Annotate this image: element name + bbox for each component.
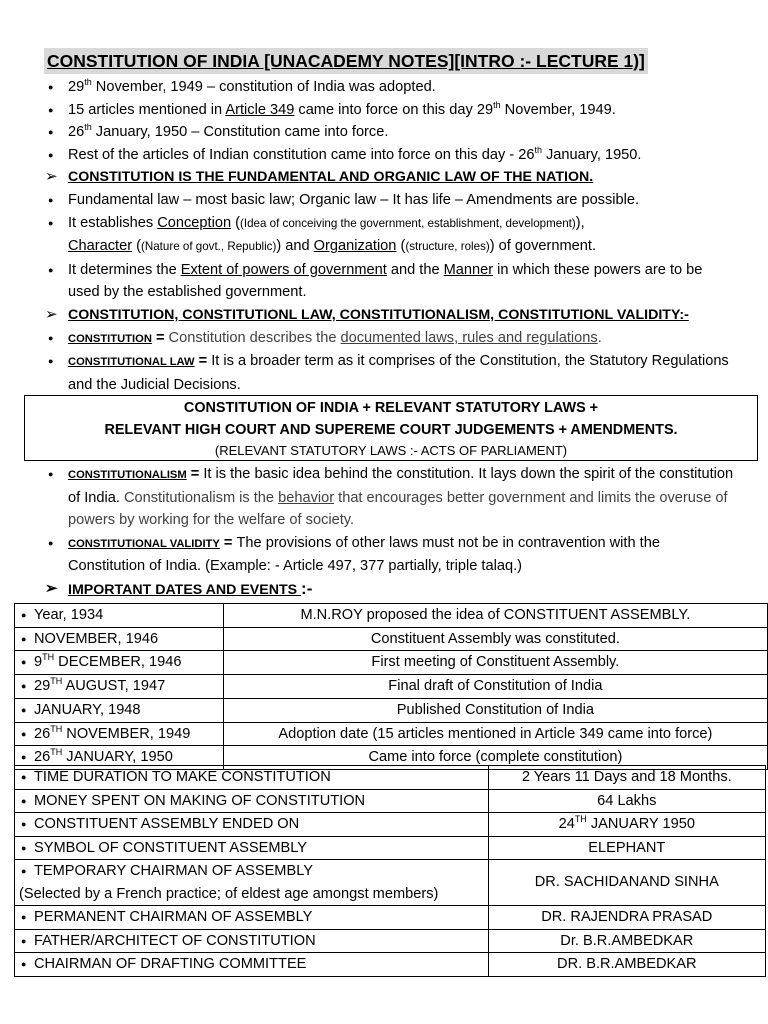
- fact-value: [488, 906, 765, 930]
- text: November, 1949 – constitution of India was adopted.: [91, 79, 436, 95]
- text: ): [489, 238, 495, 255]
- fact-value: [488, 813, 765, 837]
- superscript: th: [84, 77, 92, 88]
- table-row: [15, 789, 766, 813]
- term-extent: Extent of powers of government: [180, 261, 387, 278]
- text: It establishes: [68, 214, 158, 231]
- superscript: th: [534, 144, 542, 155]
- text: Dr. B.R.AMBEDKAR: [560, 932, 694, 949]
- fact-value: [488, 953, 765, 977]
- text: JANUARY, 1950: [62, 749, 173, 766]
- underlined-text: documented laws, rules and regulations: [340, 329, 598, 346]
- text: Constitution describes the: [168, 329, 341, 346]
- fact-label: ● PERMANENT CHAIRMAN OF ASSEMBLY: [15, 906, 489, 930]
- section-heading: [45, 166, 735, 189]
- term-manner: Manner: [443, 261, 494, 278]
- table-row: [15, 675, 768, 699]
- text: ELEPHANT: [588, 839, 666, 856]
- term-organization: Organization: [313, 238, 397, 255]
- date-cell: [15, 698, 224, 722]
- fact-label: ● FATHER/ARCHITECT OF CONSTITUTION: [15, 929, 489, 953]
- list-item: [45, 350, 735, 396]
- text: January, 1950.: [541, 146, 642, 163]
- text: and the: [386, 261, 444, 278]
- text: NOVEMBER, 1946: [34, 630, 159, 647]
- text: Fundamental law – most basic law; Organic law – It has life – Amendments are possible.: [68, 191, 640, 208]
- text: Rest of the articles of Indian constitution came into force on this day - 26: [68, 146, 535, 163]
- fact-value: [488, 789, 765, 813]
- text: DR. RAJENDRA PRASAD: [541, 909, 713, 925]
- date-cell: [15, 604, 224, 628]
- event-cell: Came into force (complete constitution): [223, 746, 767, 770]
- list-item: [45, 212, 735, 259]
- superscript: TH: [50, 676, 63, 687]
- equals: =: [219, 534, 237, 551]
- text: DECEMBER, 1946: [54, 654, 182, 671]
- definitions-section: [45, 463, 735, 578]
- date-cell: [15, 627, 224, 651]
- text: (: [231, 214, 240, 231]
- list-item: [45, 463, 735, 532]
- equals: =: [151, 329, 169, 346]
- text: TEMPORARY CHAIRMAN OF ASSEMBLY: [34, 863, 313, 879]
- text: and: [281, 238, 314, 255]
- bullet: ●: [21, 866, 27, 876]
- term-label: CONSTITUTIONAL VALIDITY: [68, 537, 220, 550]
- list-item: [45, 189, 735, 212]
- text: of government.: [494, 238, 597, 255]
- text: came into force on this day 29: [294, 101, 494, 118]
- list-item: [45, 327, 735, 351]
- equals: =: [186, 466, 204, 482]
- fact-value: [488, 836, 765, 860]
- superscript: TH: [50, 723, 63, 734]
- text: 26: [34, 749, 51, 766]
- superscript: TH: [42, 652, 55, 663]
- fact-value: [488, 766, 765, 790]
- section-heading: [45, 578, 312, 602]
- heading-text: IMPORTANT DATES AND EVENTS: [68, 582, 302, 598]
- text: 29: [34, 678, 51, 695]
- fact-label: [15, 860, 489, 906]
- text: NOVEMBER, 1949: [62, 725, 191, 742]
- event-cell: Published Constitution of India: [223, 698, 767, 722]
- fact-label: ● CONSTITUENT ASSEMBLY ENDED ON: [15, 813, 489, 837]
- term-label: CONSTITUTIONALISM: [68, 469, 187, 481]
- list-item: [45, 76, 735, 99]
- text: It is the basic idea behind the constitution. It lays down the spirit of the constitution of India.: [68, 466, 734, 506]
- event-cell: M.N.ROY proposed the idea of CONSTITUENT ASSEMBLY.: [223, 604, 767, 628]
- table-row: [15, 860, 766, 906]
- event-cell: First meeting of Constituent Assembly.: [223, 651, 767, 675]
- text: The provisions of other laws must not be in contravention with the Constitution of India. (Example: - Article 497, 377 partially, triple talaq.): [68, 534, 660, 575]
- heading-text: CONSTITUTION IS THE FUNDAMENTAL AND ORGANIC LAW OF THE NATION.: [68, 169, 594, 186]
- text: ): [276, 238, 282, 255]
- text: (: [132, 238, 141, 255]
- box-line: RELEVANT HIGH COURT AND SUPEREME COURT JUDGEMENTS + AMENDMENTS.: [104, 422, 678, 438]
- table-row: [15, 813, 766, 837]
- date-cell: [15, 675, 224, 699]
- event-cell: Adoption date (15 articles mentioned in Article 349 came into force): [223, 722, 767, 746]
- text: JANUARY, 1948: [34, 701, 141, 718]
- underlined-text: behavior: [278, 489, 335, 506]
- page-title: CONSTITUTION OF INDIA [UNACADEMY NOTES][INTRO :- LECTURE 1)]: [44, 48, 648, 74]
- text: (: [396, 238, 406, 255]
- text: (Selected by a French practice; of eldest age amongst members): [19, 885, 439, 902]
- note: (Nature of govt., Republic): [141, 240, 277, 254]
- formula-box: [24, 395, 758, 461]
- dates-table: [14, 603, 768, 770]
- text: that encourages better government and limits the overuse of powers by working for the welfare of society.: [68, 489, 728, 529]
- equals: =: [194, 353, 212, 370]
- heading-text: :-: [301, 579, 313, 598]
- fact-label: ● SYMBOL OF CONSTITUENT ASSEMBLY: [15, 836, 489, 860]
- list-item: [45, 532, 735, 578]
- text: November, 1949.: [500, 101, 616, 118]
- table-row: [15, 953, 766, 977]
- text: 26: [34, 725, 51, 742]
- superscript: th: [84, 122, 92, 133]
- text: Year, 1934: [34, 607, 104, 623]
- fact-label: ● MONEY SPENT ON MAKING OF CONSTITUTION: [15, 789, 489, 813]
- text: .: [597, 329, 602, 346]
- box-line: CONSTITUTION OF INDIA + RELEVANT STATUTORY LAWS +: [183, 400, 599, 416]
- term-label: CONSTITUTION: [68, 332, 152, 345]
- text: 26: [68, 124, 85, 141]
- intro-section: [45, 76, 735, 396]
- superscript: TH: [574, 814, 587, 825]
- facts-table: [14, 765, 766, 977]
- text: It is a broader term as it comprises of the Constitution, the Statutory Regulations and the Judicial Decisions.: [68, 353, 729, 393]
- text: in which these powers are to be used by the established government.: [68, 261, 703, 301]
- text: 9: [34, 654, 43, 671]
- text: Constitutionalism is the: [123, 489, 279, 506]
- note: (structure, roles): [405, 240, 490, 254]
- text: 2 Years 11 Days and 18 Months.: [521, 769, 732, 785]
- fact-value: [488, 929, 765, 953]
- term-character: Character: [68, 238, 133, 255]
- table-row: [15, 836, 766, 860]
- section-heading: [45, 304, 735, 327]
- box-note: (RELEVANT STATUTORY LAWS :- ACTS OF PARLIAMENT): [214, 443, 568, 458]
- superscript: th: [493, 99, 501, 110]
- list-item: [45, 121, 735, 144]
- table-row: [15, 929, 766, 953]
- text: January, 1950 – Constitution came into force.: [91, 124, 389, 141]
- note: (Idea of conceiving the government, establishment, development): [240, 216, 576, 230]
- fact-label: ● TIME DURATION TO MAKE CONSTITUTION: [15, 766, 489, 790]
- text: It determines the: [68, 261, 181, 278]
- table-row: [15, 627, 768, 651]
- heading-text: CONSTITUTION, CONSTITUTIONL LAW, CONSTITUTIONALISM, CONSTITUTIONL VALIDITY:-: [68, 306, 689, 323]
- text: DR. B.R.AMBEDKAR: [557, 956, 697, 972]
- event-cell: Final draft of Constitution of India: [223, 675, 767, 699]
- date-cell: [15, 651, 224, 675]
- list-item: [45, 99, 735, 122]
- table-row: [15, 698, 768, 722]
- list-item: [45, 144, 735, 167]
- fact-value: [488, 860, 765, 906]
- text: 64 Lakhs: [597, 792, 657, 809]
- text: AUGUST, 1947: [62, 678, 166, 695]
- table-row: [15, 906, 766, 930]
- text: 24: [558, 816, 575, 832]
- superscript: TH: [50, 747, 63, 758]
- table-row: [15, 604, 768, 628]
- table-row: [15, 766, 766, 790]
- text: JANUARY 1950: [586, 816, 695, 832]
- event-cell: Constituent Assembly was constituted.: [223, 627, 767, 651]
- article-349-link: Article 349: [225, 101, 295, 118]
- term-label: CONSTITUTIONAL LAW: [68, 356, 195, 369]
- text: 15 articles mentioned in: [68, 101, 226, 118]
- list-item: [45, 259, 735, 304]
- date-cell: [15, 722, 224, 746]
- text: DR. SACHIDANAND SINHA: [534, 874, 719, 891]
- text: 29: [68, 79, 85, 95]
- table-row: [15, 722, 768, 746]
- term-conception: Conception: [157, 214, 232, 231]
- table-row: [15, 651, 768, 675]
- text: ),: [575, 214, 585, 231]
- fact-label: ● CHAIRMAN OF DRAFTING COMMITTEE: [15, 953, 489, 977]
